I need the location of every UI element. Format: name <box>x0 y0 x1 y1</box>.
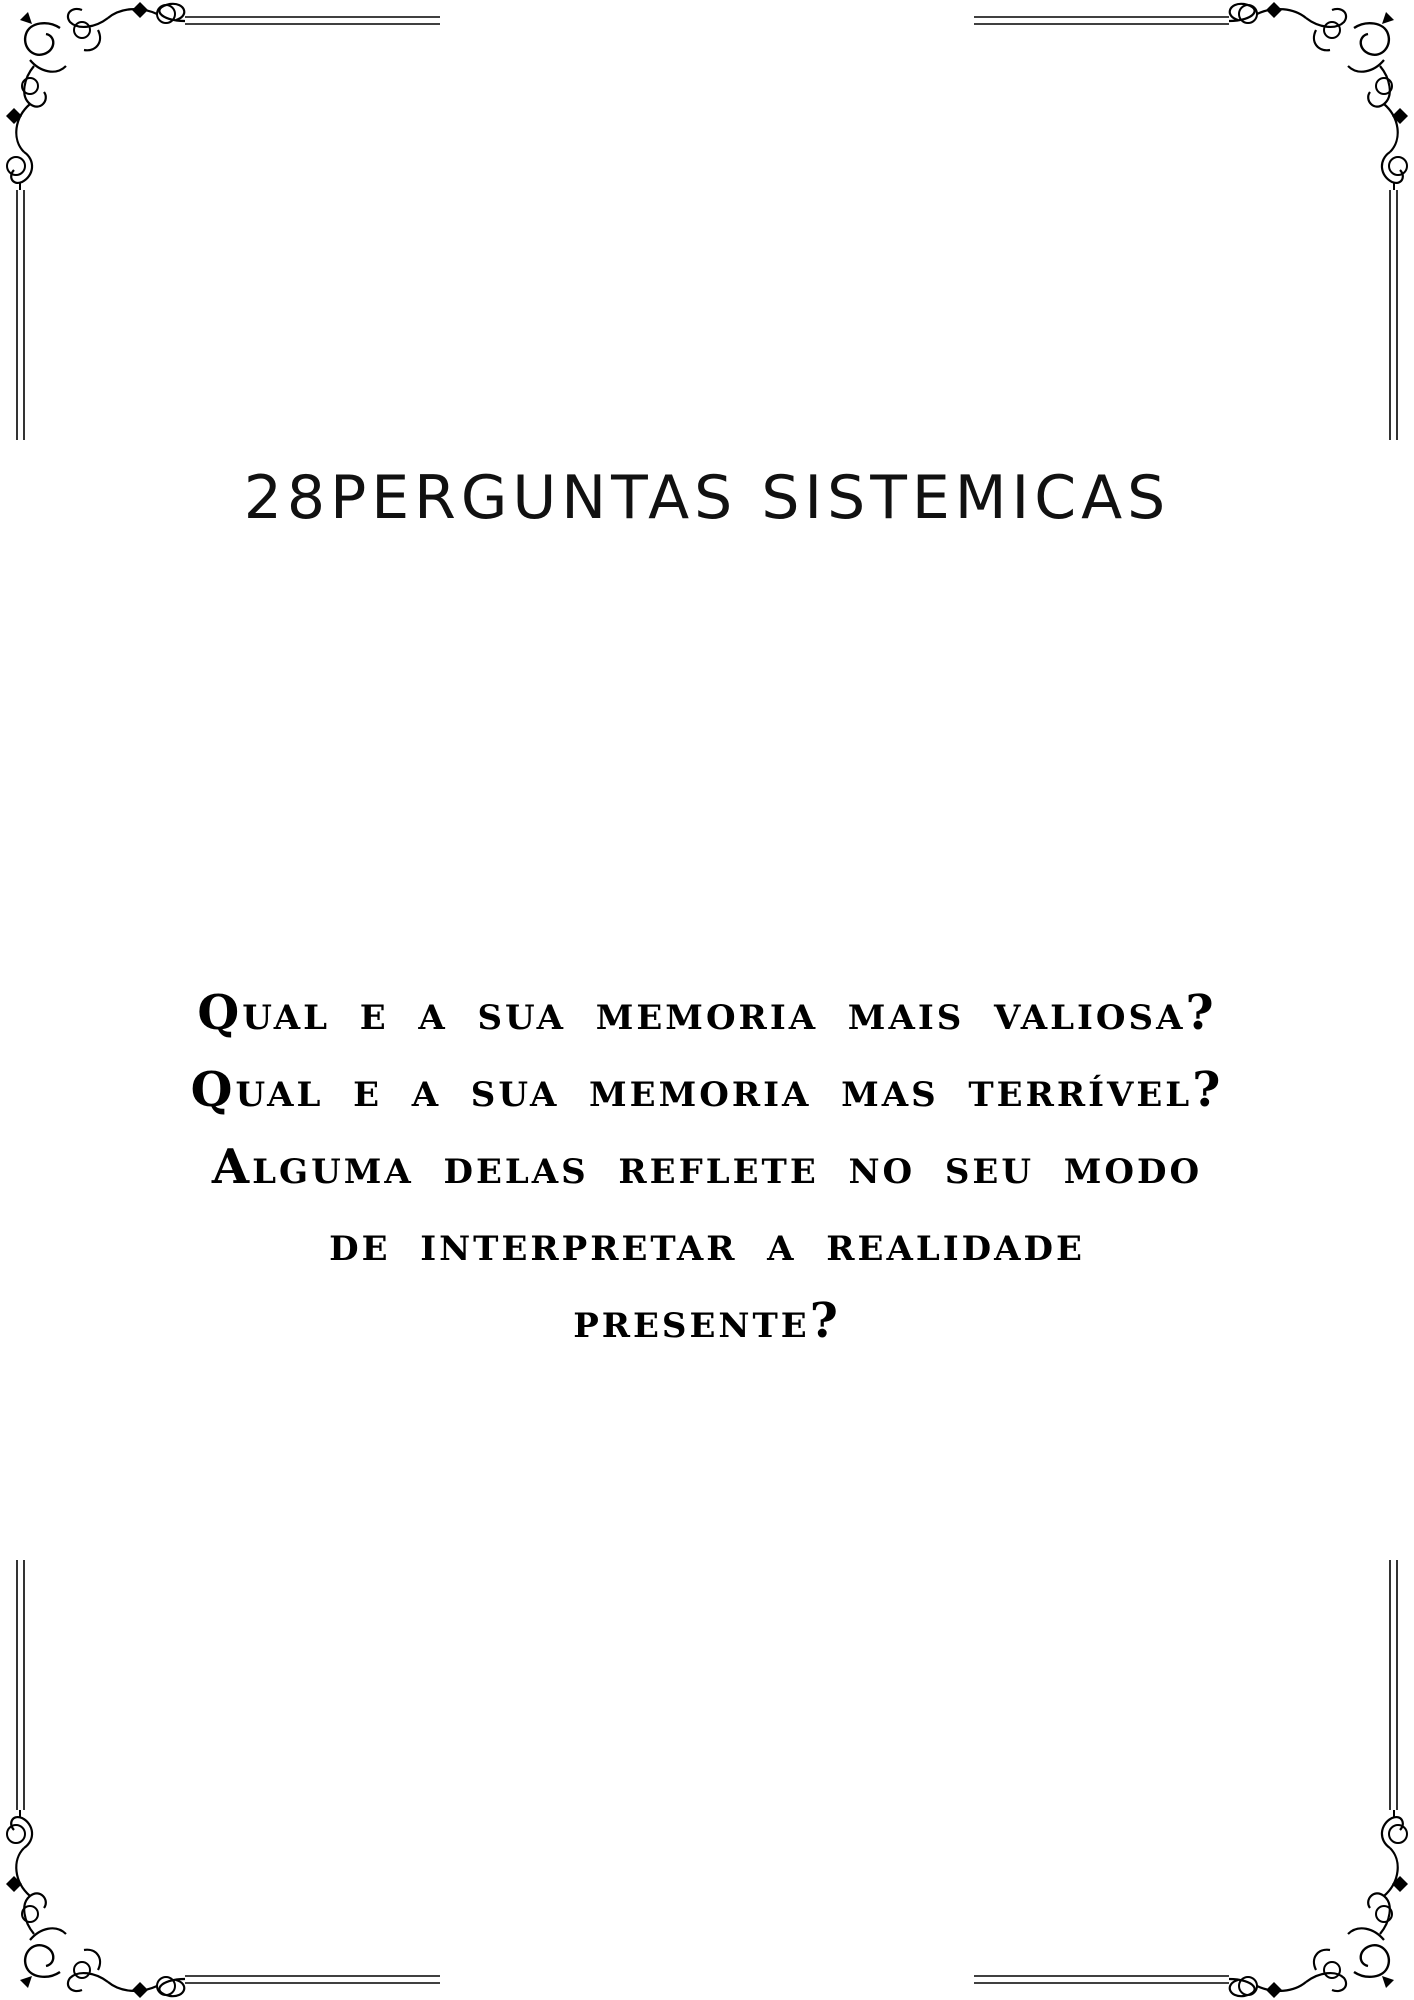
corner-flourish-icon <box>974 1560 1408 1998</box>
question-line: presente? <box>573 1293 841 1349</box>
question-line: de interpretar a realidade <box>329 1216 1085 1272</box>
corner-flourish-icon <box>974 2 1408 440</box>
corner-flourish-icon <box>6 1560 440 1998</box>
page-title: 28PERGUNTAS SISTEMICAS <box>243 463 1171 533</box>
question-line: Alguma delas reflete no seu modo <box>211 1139 1203 1195</box>
question-text <box>70 975 1344 1360</box>
corner-flourish-icon <box>6 2 440 440</box>
question-line: Qual e a sua memoria mas terrível? <box>190 1062 1224 1118</box>
question-line: Qual e a sua memoria mais valiosa? <box>197 985 1217 1041</box>
